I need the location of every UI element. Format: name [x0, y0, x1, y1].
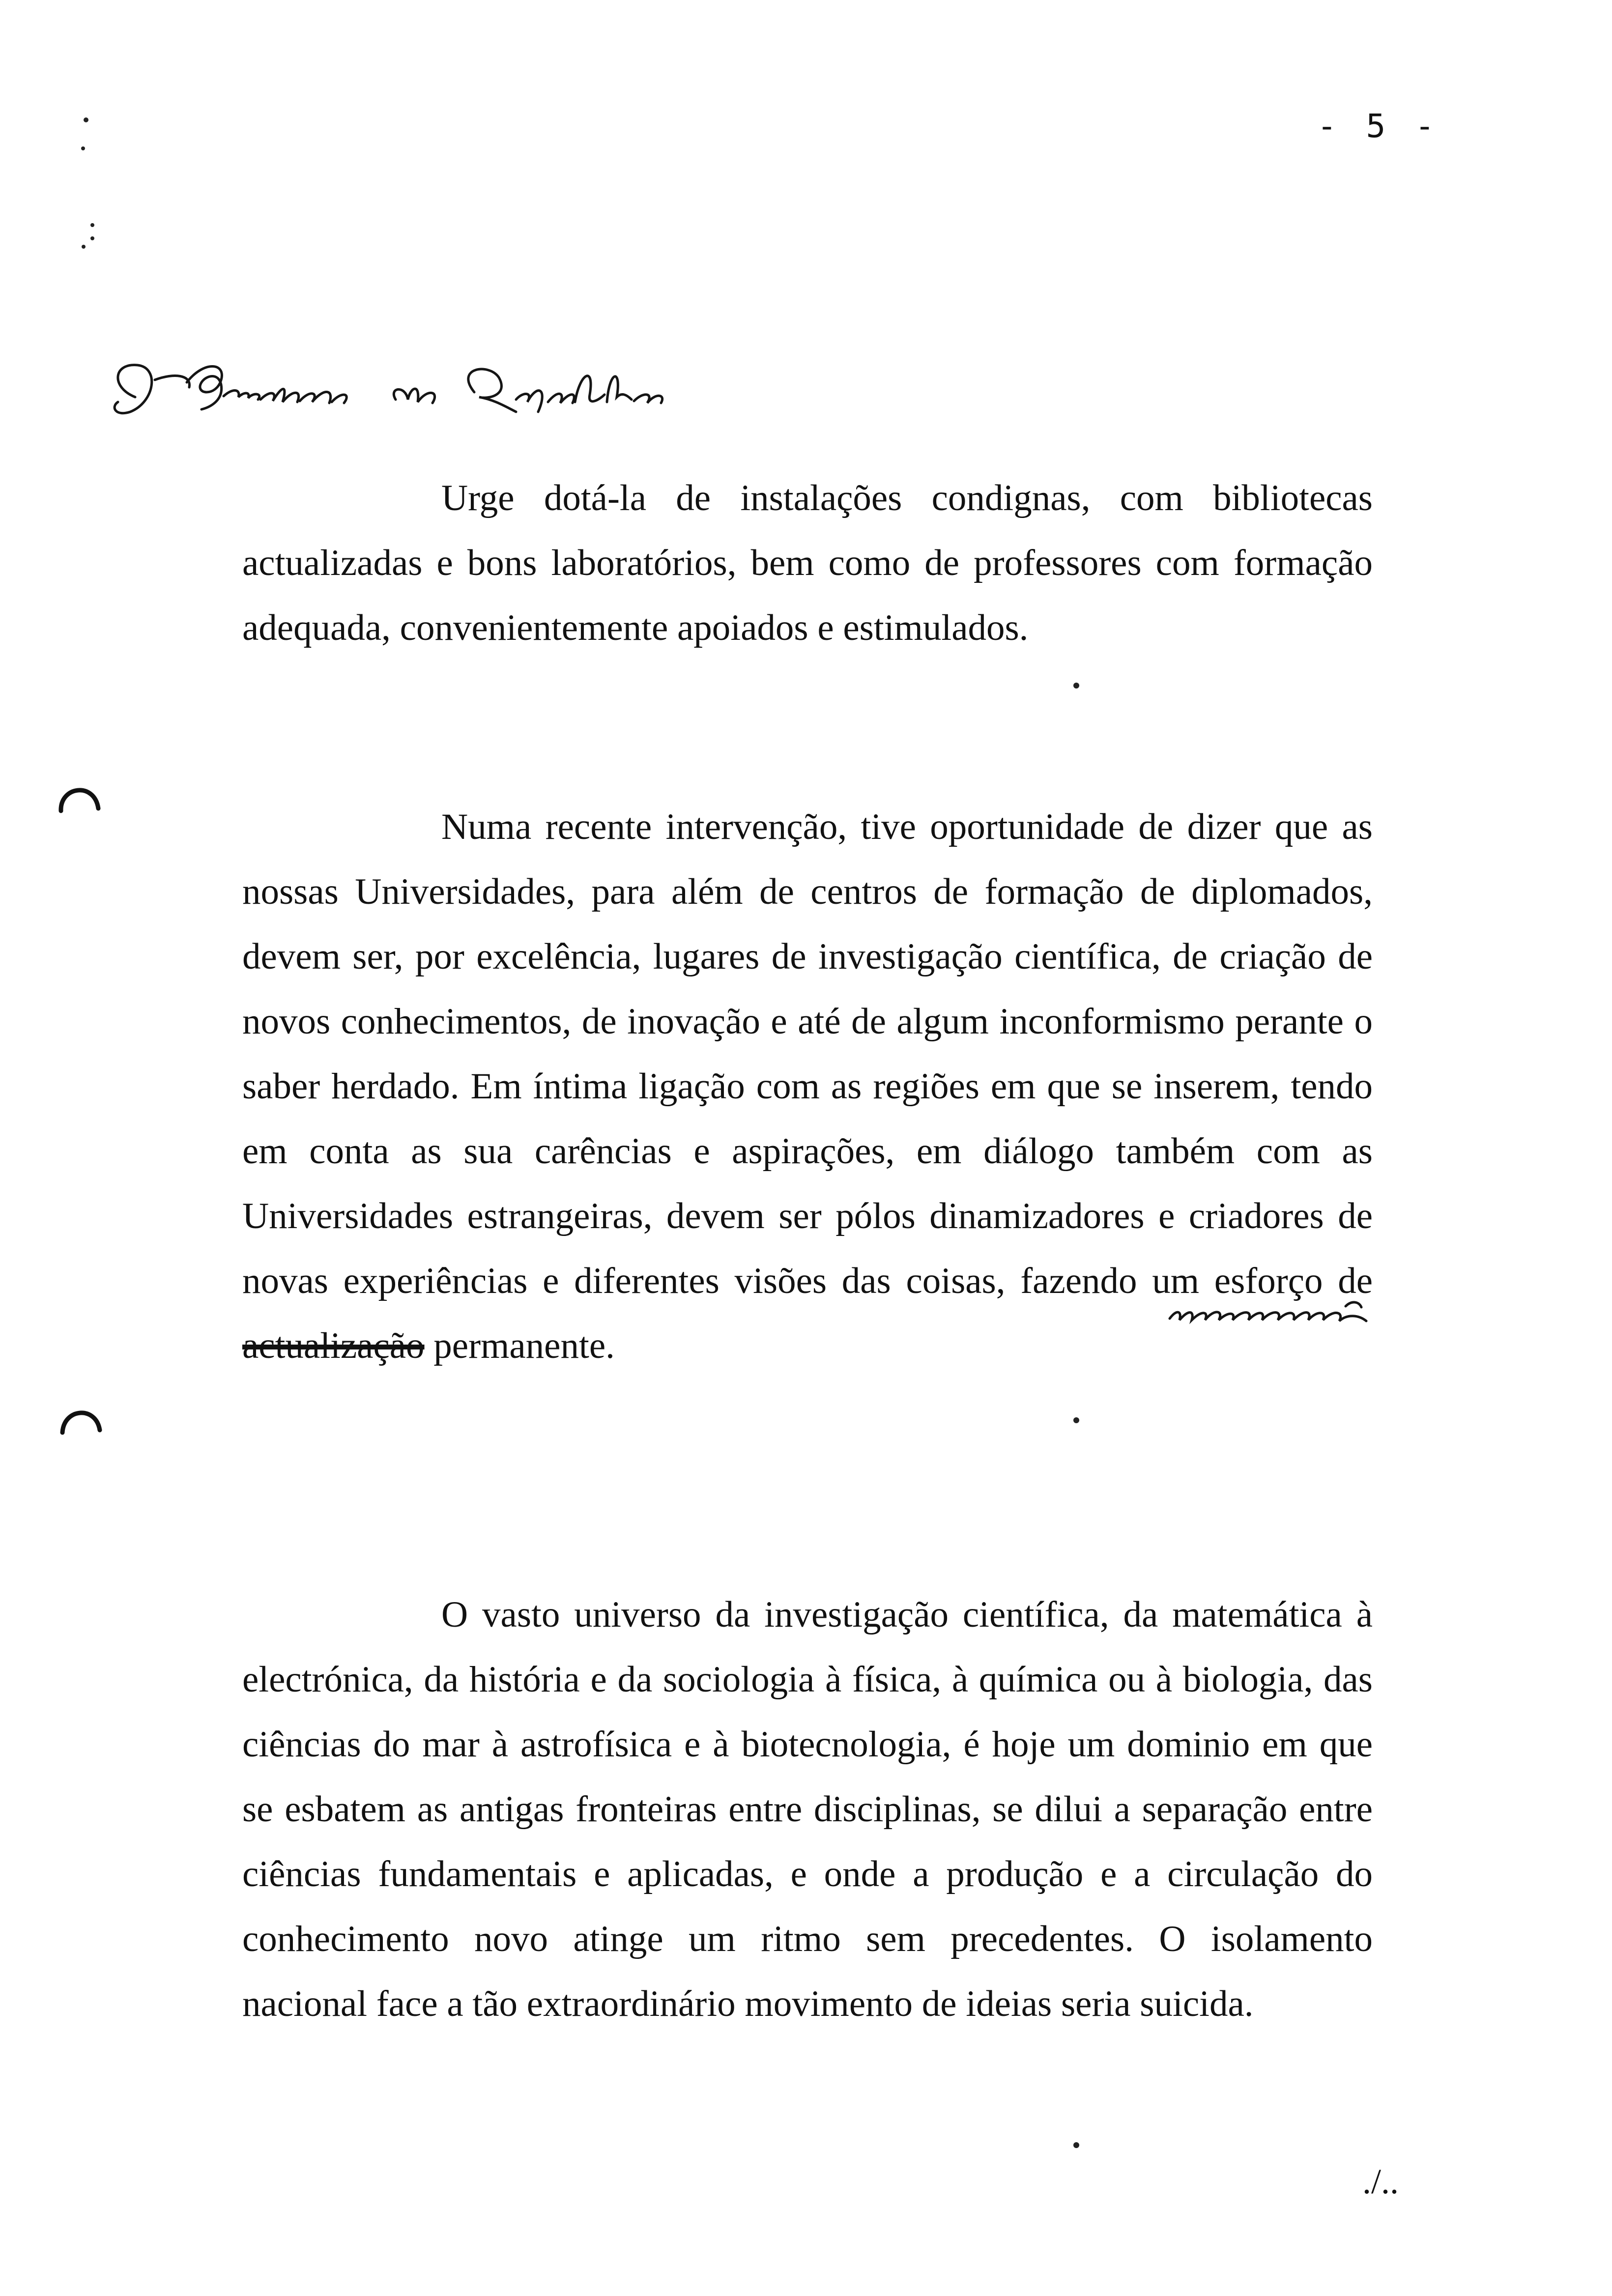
paragraph-2-ending: permanente.: [424, 1325, 615, 1366]
scan-speck-marks: [76, 114, 91, 168]
struck-word: actualização: [242, 1325, 425, 1366]
handwritten-correction-renovacao: [1165, 1296, 1371, 1326]
page-number: - 5 -: [1317, 107, 1439, 145]
paragraph-3-text: O vasto universo da investigação científica, da matemática à electrónica, da história e da sociologia à física, à química ou à biologia, das ciências do mar à astrofísica e à biotecnologia, é hoje um dominio em que se esbatem as antigas fronteiras entre disciplinas, se dilui a separação entre ciências fundamentais e aplicadas, e onde a produção e a circulação do conhecimento novo atinge um ritmo sem precedentes. O isolamento nacional face a tão extraordinário movimento de ideias seria suicida.: [242, 1594, 1373, 2024]
paragraph-1-text: Urge dotá-la de instalações condignas, com bibliotecas actualizadas e bons laboratórios, bem como de professores com formação adequada, convenientemente apoiados e estimulados.: [242, 478, 1373, 648]
punch-hole-arc: [57, 1403, 103, 1445]
letterhead-signature-script: [101, 353, 681, 436]
continuation-mark: ./..: [1362, 2162, 1399, 2201]
scan-speck: [1071, 1415, 1081, 1425]
paragraph-2-text: Numa recente intervenção, tive oportunidade de dizer que as nossas Universidades, para além de centros de formação de diplomados, devem ser, por excelência, lugares de investigação científica, de criação de novos conhecimentos, de inovação e até de algum inconformismo perante o saber herdado. Em íntima ligação com as regiões em que se inserem, tendo em conta as sua carências e aspirações, em diálogo também com as Universidades estrangeiras, devem ser pólos dinamizadores e criadores de novas experiências e diferentes visões das coisas, fazendo um esforço de: [242, 806, 1373, 1301]
paragraph-1: [242, 466, 1373, 660]
paragraph-3: [242, 1582, 1373, 2037]
paragraph-2: [242, 795, 1373, 1378]
punch-hole-arc: [55, 781, 102, 826]
scan-speck: [1071, 681, 1081, 690]
scan-speck: [1071, 2140, 1081, 2150]
scan-speck-marks: [79, 216, 98, 256]
